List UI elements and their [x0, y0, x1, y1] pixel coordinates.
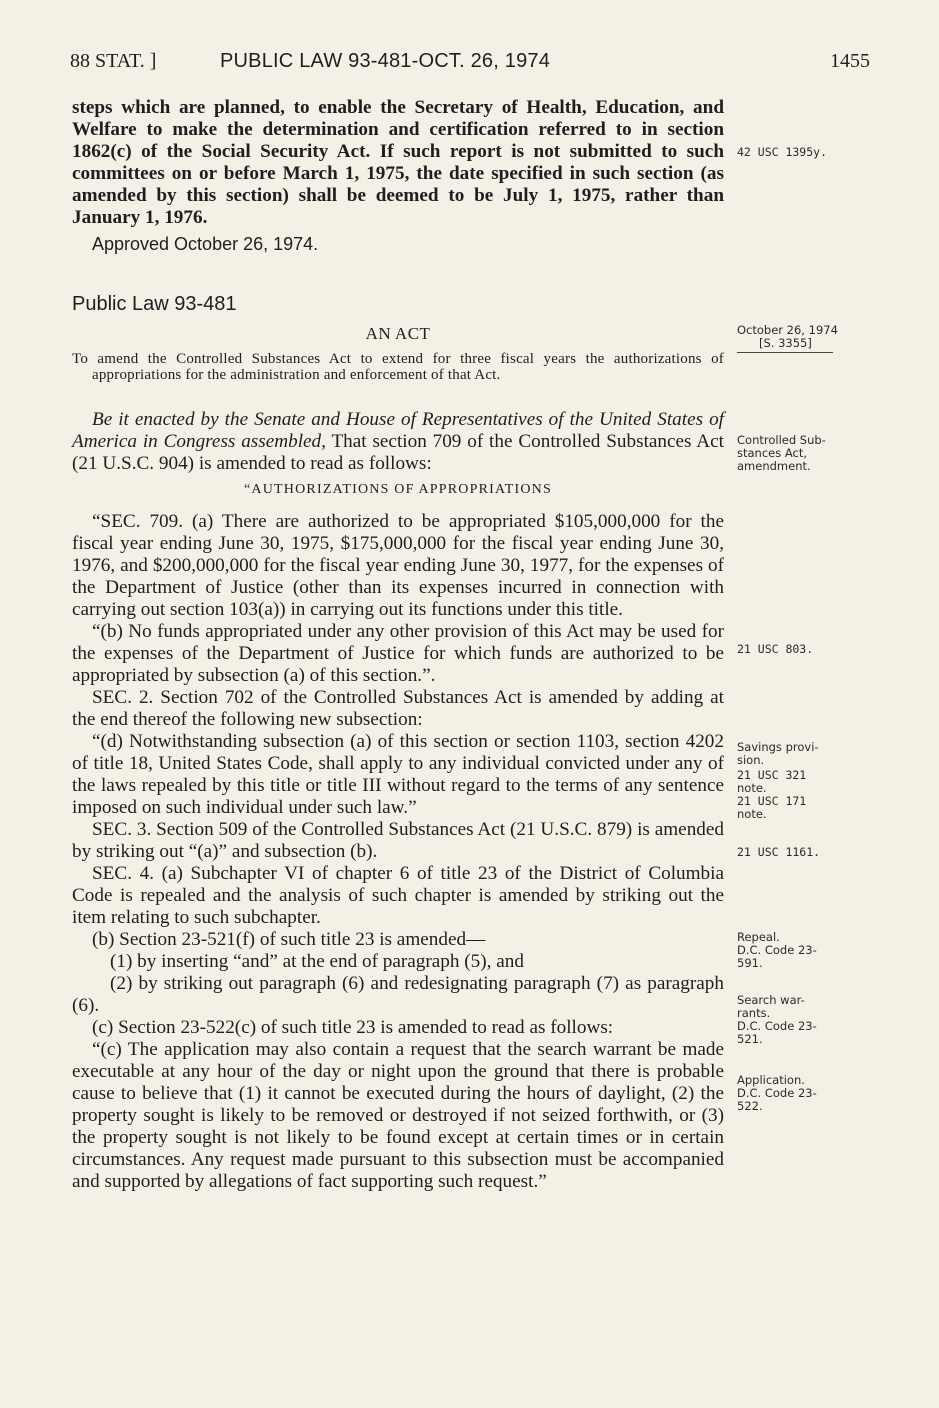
margin-note-21usc1161: 21 USC 1161.	[737, 845, 821, 859]
margin-note-42usc1395y: 42 USC 1395y.	[737, 145, 828, 159]
approval-date-prior: Approved October 26, 1974.	[92, 234, 319, 254]
act-purpose: To amend the Controlled Substances Act to extend for three fiscal years the authorizations of appropriations for the administration and enforcement of that Act.	[72, 351, 724, 383]
an-act-heading: AN ACT	[365, 324, 431, 343]
public-law-title: Public Law 93-481	[72, 293, 237, 315]
sec-4-c-text: “(c) The application may also contain a request that the search warrant be made executable at any hour of the day or night upon the ground that there is probable cause to believe that (1) it cannot be executed during the hours of daylight, (2) the property sought is likely to be removed or destroyed if not seized forthwith, or (3) the property sought is not likely to be found except at certain times or in certain circumstances. Any request made pursuant to this subsection must be accompanied and supported by allegations of fact supporting such request.”	[72, 1039, 724, 1192]
margin-rule	[737, 352, 833, 353]
margin-note-savings: Savings provi- sion. 21 USC 321 note. 21 USC 171 note.	[737, 740, 819, 821]
header-stat-reference: 88 STAT. ]	[70, 50, 157, 72]
enacting-clause	[72, 409, 724, 475]
enacting-clause-text: That section 709 of the Controlled Substances Act (21 U.S.C. 904) is amended to read as follows:	[72, 431, 724, 474]
margin-note-search-warrants: Search war- rants. D.C. Code 23- 521.	[737, 993, 817, 1046]
sec-2: SEC. 2. Section 702 of the Controlled Substances Act is amended by adding at the end thereof the following new subsection:	[72, 687, 724, 730]
section-heading: “AUTHORIZATIONS OF APPROPRIATIONS	[244, 482, 552, 497]
page-header	[70, 50, 870, 80]
sec-4-b-1: (1) by inserting “and” at the end of paragraph (5), and	[110, 951, 524, 972]
sec-4-c: (c) Section 23-522(c) of such title 23 is amended to read as follows:	[92, 1017, 614, 1038]
margin-date: October 26, 1974	[737, 323, 838, 337]
margin-note-21usc803: 21 USC 803.	[737, 642, 814, 656]
enacting-clause-italic: Be it enacted by the Senate and House of Representatives of the United States of America in Congress assembled,	[72, 409, 724, 452]
margin-note-application: Application. D.C. Code 23- 522.	[737, 1073, 817, 1113]
margin-bill-number: [S. 3355]	[759, 336, 812, 350]
sec-3: SEC. 3. Section 509 of the Controlled Substances Act (21 U.S.C. 879) is amended by striking out “(a)” and subsection (b).	[72, 819, 724, 862]
margin-note-repeal: Repeal. D.C. Code 23- 591.	[737, 930, 817, 970]
sec-4-b-2: (2) by striking out paragraph (6) and redesignating paragraph (7) as paragraph (6).	[72, 973, 724, 1016]
page-number: 1455	[830, 50, 870, 72]
main-text	[72, 97, 724, 1193]
sec-4-b: (b) Section 23-521(f) of such title 23 is amended—	[92, 929, 486, 950]
margin-note-date	[737, 324, 867, 353]
sec-4-a: SEC. 4. (a) Subchapter VI of chapter 6 of title 23 of the District of Columbia Code is repealed and the analysis of such chapter is amended by striking out the item relating to such subchapter.	[72, 863, 724, 928]
sec-709-b: “(b) No funds appropriated under any other provision of this Act may be used for the expenses of the Department of Justice for which funds are authorized to be appropriated by subsection (a) of this section.”.	[72, 621, 724, 686]
continuation-paragraph: steps which are planned, to enable the Secretary of Health, Education, and Welfare to make the determination and certification referred to in section 1862(c) of the Social Security Act. If such report is not submitted to such committees on or before March 1, 1975, the date specified in such section (as amended by this section) shall be deemed to be July 1, 1975, rather than January 1, 1976.	[72, 97, 724, 228]
header-title: PUBLIC LAW 93-481-OCT. 26, 1974	[220, 50, 551, 72]
margin-note-csa: Controlled Sub- stances Act, amendment.	[737, 433, 826, 473]
sec-2-d: “(d) Notwithstanding subsection (a) of this section or section 1103, section 4202 of title 18, United States Code, shall apply to any individual convicted under any of the laws repealed by this title or title III without regard to the terms of any sentence imposed on such individual under such law.”	[72, 731, 724, 818]
sec-709-a: “SEC. 709. (a) There are authorized to be appropriated $105,000,000 for the fiscal year ending June 30, 1975, $175,000,000 for the fiscal year ending June 30, 1976, and $200,000,000 for the fiscal year ending June 30, 1977, for the expenses of the Department of Justice (other than its expenses incurred in connection with carrying out section 103(a)) in carrying out its functions under this title.	[72, 511, 724, 620]
